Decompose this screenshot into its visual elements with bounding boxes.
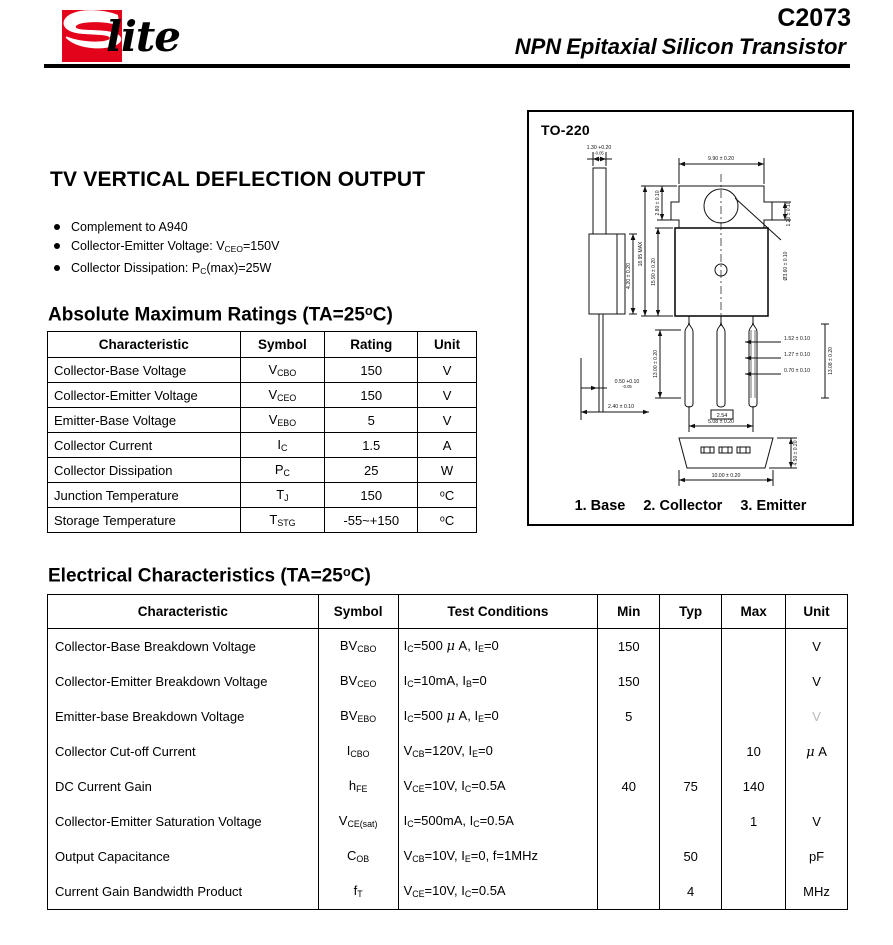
table-cell: Junction Temperature	[48, 483, 241, 508]
svg-text:4.20 ± 0.20: 4.20 ± 0.20	[626, 263, 632, 289]
electrical-characteristics-table	[47, 594, 848, 910]
table-cell: MHz	[786, 874, 848, 910]
table-cell: W	[418, 458, 477, 483]
table-cell: 150	[598, 664, 660, 699]
header-divider	[44, 64, 850, 68]
feature-item: Collector Dissipation: $P_C(\max)=25W$	[52, 259, 482, 281]
table-cell: Collector Current	[48, 433, 241, 458]
column-header: Unit	[786, 595, 848, 629]
column-header: Test Conditions	[398, 595, 598, 629]
device-description-word: NPN	[514, 34, 562, 59]
table-row	[48, 804, 848, 839]
column-header: Characteristic	[48, 595, 319, 629]
table-cell: $I_C=500mA$, $I_C=0.5A$	[398, 804, 598, 839]
table-cell: Emitter-base Breakdown Voltage	[48, 699, 319, 734]
table-row	[48, 458, 477, 483]
page-header	[0, 0, 893, 78]
table-cell: 75	[660, 769, 722, 804]
table-body	[48, 358, 477, 533]
to220-mechanical-drawing	[529, 130, 852, 490]
svg-text:13.00 ± 0.20: 13.00 ± 0.20	[653, 350, 659, 378]
table-cell: 1	[722, 804, 786, 839]
table-row	[48, 734, 848, 769]
table-cell: $I_C$	[240, 433, 325, 458]
svg-text:1.20 ± 0.10: 1.20 ± 0.10	[786, 201, 792, 227]
table-row	[48, 508, 477, 533]
table-cell	[722, 839, 786, 874]
column-header: Symbol	[318, 595, 398, 629]
table-cell: 10	[722, 734, 786, 769]
svg-text:13.08 ± 0.20: 13.08 ± 0.20	[828, 347, 834, 375]
table-cell: $V_{CB}=10V$, $I_E=0$, f=1MHz	[398, 839, 598, 874]
table-cell: $V_{CE}=10V$, $I_C=0.5A$	[398, 874, 598, 910]
column-header: Max	[722, 595, 786, 629]
svg-text:5.08 ± 0.20: 5.08 ± 0.20	[708, 419, 734, 425]
table-cell: Collector-Emitter Voltage	[48, 383, 241, 408]
table-row	[48, 383, 477, 408]
table-cell: 25	[325, 458, 418, 483]
table-cell: 140	[722, 769, 786, 804]
column-header: Unit	[418, 332, 477, 358]
page-title: TV VERTICAL DEFLECTION OUTPUT	[50, 168, 426, 191]
table-cell: -55~+150	[325, 508, 418, 533]
pin-label: 2. Collector	[643, 498, 723, 514]
table-cell: $V_{CE}=10V$, $I_C=0.5A$	[398, 769, 598, 804]
table-cell: V	[786, 804, 848, 839]
svg-text:18.95 MAX: 18.95 MAX	[638, 241, 644, 267]
table-row	[48, 839, 848, 874]
svg-text:9.90 ± 0.20: 9.90 ± 0.20	[708, 156, 734, 162]
table-header-row	[48, 332, 477, 358]
table-cell: $I_C=10mA$, $I_B=0$	[398, 664, 598, 699]
table-cell: V	[418, 383, 477, 408]
table-cell: Collector Dissipation	[48, 458, 241, 483]
table-cell: Collector-Base Voltage	[48, 358, 241, 383]
table-row	[48, 483, 477, 508]
table-cell: 4	[660, 874, 722, 910]
svg-text:1.52 ± 0.10: 1.52 ± 0.10	[784, 336, 810, 342]
device-description-word: Transistor	[738, 34, 846, 59]
svg-text:Ø3.60 ± 0.10: Ø3.60 ± 0.10	[783, 251, 789, 281]
table-cell: $P_C$	[240, 458, 325, 483]
table-cell: pF	[786, 839, 848, 874]
absolute-maximum-ratings-heading: Absolute Maximum Ratings $(TA=25^oC)$	[48, 303, 393, 326]
table-cell: Collector Cut-off Current	[48, 734, 319, 769]
column-header: Characteristic	[48, 332, 241, 358]
svg-text:10.00 ± 0.20: 10.00 ± 0.20	[711, 473, 741, 479]
table-cell: $^o$C	[418, 483, 477, 508]
table-cell: DC Current Gain	[48, 769, 319, 804]
table-cell: 150	[325, 483, 418, 508]
part-number: C2073	[777, 4, 851, 32]
table-cell: $I_{CBO}$	[318, 734, 398, 769]
table-cell: V	[418, 408, 477, 433]
table-row	[48, 664, 848, 699]
table-cell	[722, 629, 786, 665]
package-outline-panel	[527, 110, 854, 526]
table-cell: $h_{FE}$	[318, 769, 398, 804]
table-header-row	[48, 595, 848, 629]
device-description-word: Epitaxial	[566, 34, 657, 59]
table-cell: V	[786, 664, 848, 699]
table-row	[48, 874, 848, 910]
table-cell: $V_{EBO}$	[240, 408, 325, 433]
svg-text:15.90 ± 0.20: 15.90 ± 0.20	[651, 258, 657, 286]
table-cell	[722, 699, 786, 734]
table-cell: $T_J$	[240, 483, 325, 508]
svg-text:2.40 ± 0.10: 2.40 ± 0.10	[608, 404, 634, 410]
table-row	[48, 433, 477, 458]
bullet-icon	[54, 265, 60, 271]
table-cell	[722, 874, 786, 910]
svg-text:4.50 ± 0.20: 4.50 ± 0.20	[793, 440, 799, 466]
svg-text:2.80 ± 0.10: 2.80 ± 0.10	[655, 190, 661, 216]
column-header: Typ	[660, 595, 722, 629]
table-cell: $BV_{CEO}$	[318, 664, 398, 699]
column-header: Symbol	[240, 332, 325, 358]
table-row	[48, 629, 848, 665]
svg-text:1.27 ± 0.10: 1.27 ± 0.10	[784, 352, 810, 358]
table-row	[48, 358, 477, 383]
table-row	[48, 699, 848, 734]
table-cell: Output Capacitance	[48, 839, 319, 874]
table-cell: 5	[325, 408, 418, 433]
svg-text:0.70 ± 0.10: 0.70 ± 0.10	[784, 368, 810, 374]
table-cell: Storage Temperature	[48, 508, 241, 533]
table-cell: $BV_{CBO}$	[318, 629, 398, 665]
table-cell: μ A	[786, 734, 848, 769]
svg-text:0.50 +0.10: 0.50 +0.10	[614, 379, 640, 385]
table-row	[48, 408, 477, 433]
pin-assignment-legend	[529, 498, 852, 514]
table-cell: 150	[325, 358, 418, 383]
table-cell: Emitter-Base Voltage	[48, 408, 241, 433]
table-cell: Current Gain Bandwidth Product	[48, 874, 319, 910]
table-body	[48, 629, 848, 910]
bullet-icon	[54, 243, 60, 249]
table-cell: 1.5	[325, 433, 418, 458]
table-cell: $T_{STG}$	[240, 508, 325, 533]
pin-label: 3. Emitter	[740, 498, 807, 514]
column-header: Rating	[325, 332, 418, 358]
table-cell: Collector-Base Breakdown Voltage	[48, 629, 319, 665]
logo-wordmark: lite	[106, 12, 181, 61]
table-cell: A	[418, 433, 477, 458]
table-cell: Collector-Emitter Saturation Voltage	[48, 804, 319, 839]
svg-text:1.30 +0.20: 1.30 +0.20	[586, 145, 612, 151]
table-cell: V	[786, 699, 848, 734]
table-cell: 40	[598, 769, 660, 804]
pin-label: 1. Base	[574, 498, 626, 514]
device-description	[515, 34, 851, 60]
feature-list	[52, 218, 482, 281]
table-cell	[786, 769, 848, 804]
svg-text:-0.05: -0.05	[622, 384, 632, 389]
table-cell: $BV_{EBO}$	[318, 699, 398, 734]
table-cell: $I_C=500$ μ A, $I_E=0$	[398, 629, 598, 665]
table-cell: 150	[325, 383, 418, 408]
table-cell: $C_{OB}$	[318, 839, 398, 874]
column-header: Min	[598, 595, 660, 629]
svg-text:2.54: 2.54	[716, 413, 728, 419]
table-cell: V	[786, 629, 848, 665]
feature-item: Collector-Emitter Voltage: $V_{CEO}=150V$	[52, 237, 482, 259]
table-row	[48, 769, 848, 804]
table-cell: $V_{CBO}$	[240, 358, 325, 383]
table-cell: V	[418, 358, 477, 383]
table-cell	[660, 734, 722, 769]
elite-logo	[60, 8, 230, 66]
table-cell: Collector-Emitter Breakdown Voltage	[48, 664, 319, 699]
absolute-maximum-ratings-table	[47, 331, 477, 533]
table-cell	[660, 664, 722, 699]
table-cell	[598, 804, 660, 839]
table-cell	[722, 664, 786, 699]
feature-item: Complement to A940	[52, 218, 482, 237]
table-cell: $V_{CB}=120V$, $I_E=0$	[398, 734, 598, 769]
table-cell	[598, 839, 660, 874]
table-cell: 5	[598, 699, 660, 734]
table-cell	[660, 804, 722, 839]
package-type-label: TO-220	[541, 122, 591, 138]
table-cell: $V_{CE(sat)}$	[318, 804, 398, 839]
svg-text:-0.05: -0.05	[594, 150, 604, 156]
device-description-word: Silicon	[661, 34, 734, 59]
table-cell: $^o$C	[418, 508, 477, 533]
table-cell	[660, 629, 722, 665]
electrical-characteristics-heading: Electrical Characteristics $(TA=25^oC)$	[48, 564, 371, 587]
table-cell: 150	[598, 629, 660, 665]
table-cell	[598, 874, 660, 910]
bullet-icon	[54, 224, 60, 230]
table-cell: $f_T$	[318, 874, 398, 910]
table-cell	[660, 699, 722, 734]
table-cell: 50	[660, 839, 722, 874]
table-cell: $I_C=500$ μ A, $I_E=0$	[398, 699, 598, 734]
table-cell	[598, 734, 660, 769]
table-cell: $V_{CEO}$	[240, 383, 325, 408]
